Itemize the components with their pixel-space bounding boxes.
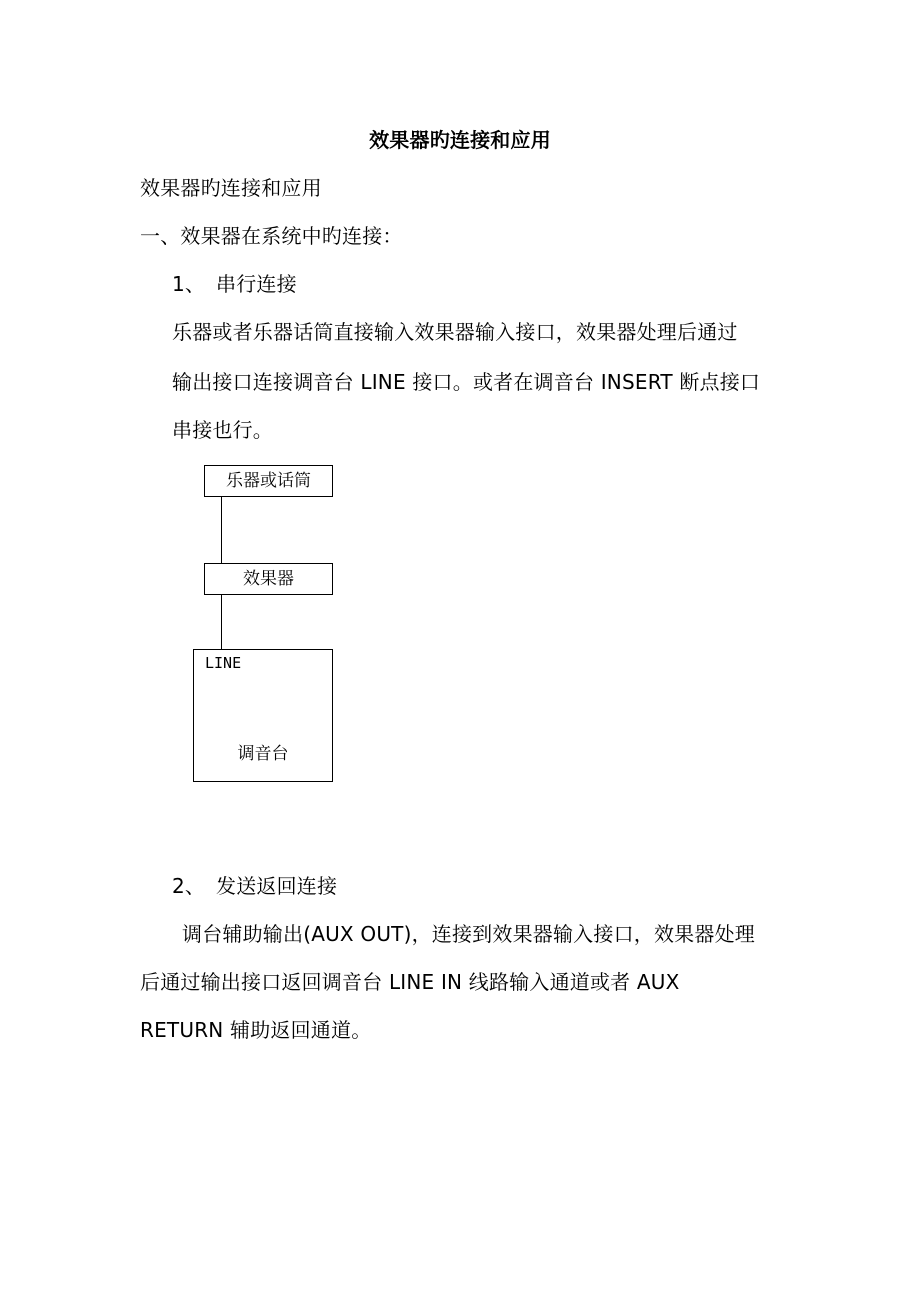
effects-box (204, 563, 333, 595)
mixer-line-label: LINE (205, 654, 242, 672)
item1-paragraph-line: 乐器或者乐器话筒直接输入效果器输入接口，效果器处理后通过 (172, 320, 738, 344)
section-heading: 一、效果器在系统中旳连接： (140, 224, 403, 248)
effects-box-label: 效果器 (243, 569, 294, 589)
connector-line (221, 497, 222, 563)
item1-number: 1、 (172, 272, 206, 296)
instrument-box (204, 465, 333, 497)
instrument-box-label: 乐器或话筒 (226, 471, 311, 491)
mixer-box-label: 调音台 (237, 744, 289, 764)
item1-heading: 串行连接 (216, 272, 297, 296)
item2-paragraph-line: 调台辅助输出(AUX OUT)，连接到效果器输入接口，效果器处理 (182, 922, 755, 946)
item2-paragraph-line: RETURN 辅助返回通道。 (140, 1018, 372, 1042)
item1-paragraph-line: 串接也行。 (172, 418, 273, 442)
item2-paragraph-line: 后通过输出接口返回调音台 LINE IN 线路输入通道或者 AUX (140, 970, 680, 994)
item2-heading: 发送返回连接 (216, 874, 338, 898)
mixer-box (193, 649, 333, 782)
connector-line (221, 595, 222, 649)
document-title: 效果器旳连接和应用 (369, 128, 551, 152)
item1-paragraph-line: 输出接口连接调音台 LINE 接口。或者在调音台 INSERT 断点接口 (172, 370, 761, 394)
item2-number: 2、 (172, 874, 206, 898)
subtitle-text: 效果器旳连接和应用 (140, 176, 322, 200)
